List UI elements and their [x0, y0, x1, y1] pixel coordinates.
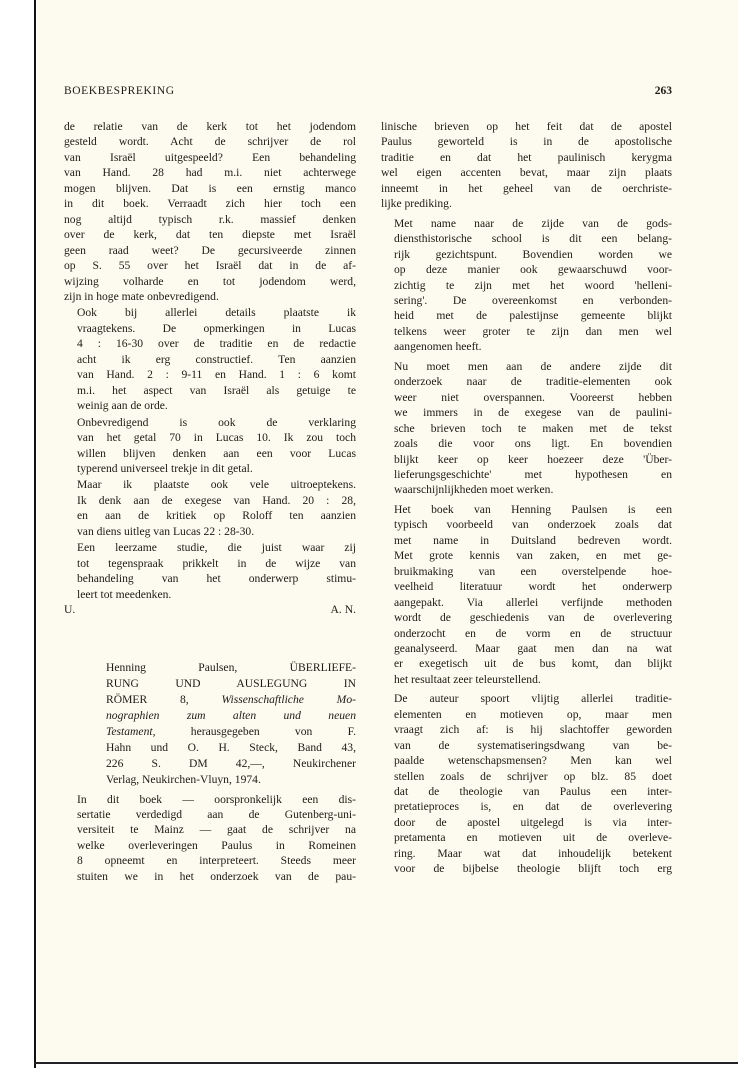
- text-line: wordt de geschiedenis van de overlevering: [394, 611, 672, 625]
- text-line: telkens weer groter te zijn dan men wel: [394, 324, 672, 338]
- text-line: nog altijd typisch r.k. massief denken: [64, 212, 356, 226]
- text-line: typisch voorbeeld van onderzoek zoals dat: [394, 518, 672, 532]
- text-line: 8 opneemt en interpreteert. Steeds meer: [77, 854, 356, 868]
- text-line: leert tot meedenken.: [77, 587, 172, 601]
- text-line: van de systematiseringsdwang van be-: [394, 738, 672, 752]
- text-line: lijke prediking.: [381, 197, 452, 211]
- biblio-text: RÖMER 8,: [106, 692, 222, 706]
- text-line: zoals die voor ons ligt. En bovendien: [394, 437, 672, 451]
- text-line: Paulus geworteld is in de apostolische: [381, 135, 672, 149]
- text-line: blijkt keer op keer hoezeer deze 'Über-: [394, 452, 672, 466]
- running-head: [64, 85, 672, 101]
- biblio-line: [106, 692, 356, 708]
- text-line: zijn in hoge mate onbevredigend.: [64, 289, 219, 303]
- left-column: [64, 119, 356, 884]
- text-line: pretamenta en motieven uit de overleve-: [394, 831, 672, 845]
- text-line: geen raad weet? De gecursiveerde zinnen: [64, 243, 356, 257]
- biblio-line: 226 S. DM 42,—, Neukirchener: [106, 756, 356, 770]
- text-line: veelheid literatuur wordt het onderwerp: [394, 580, 672, 594]
- text-line: gesteld wordt. Acht de schrijver de rol: [64, 135, 356, 149]
- text-line: dat de theologie van Paulus een inter-: [394, 785, 672, 799]
- text-line: sering'. De overeenkomst en verbonden-: [394, 293, 672, 307]
- review-conclusion: [64, 119, 356, 602]
- biblio-text: herausgegeben von F.: [155, 724, 356, 738]
- text-line: De auteur spoort vlijtig allerlei traditie-: [394, 692, 672, 706]
- text-line: Met name naar de zijde van de gods-: [394, 216, 672, 230]
- text-line: op S. 55 over het Israël dat in de af-: [64, 259, 356, 273]
- text-line: diensthistorische school is dit een belang-: [394, 232, 672, 246]
- biblio-line: Henning Paulsen, ÜBERLIEFE-: [106, 660, 356, 674]
- text-line: sche brieven toch te maken met de tekst: [394, 421, 672, 435]
- text-line: stellen zoals de schrijver op blz. 85 doet: [394, 769, 672, 783]
- text-line: Het boek van Henning Paulsen is een: [394, 502, 672, 516]
- text-line: zichtig te zijn met het woord 'helleni-: [394, 278, 672, 292]
- right-column: [381, 119, 672, 877]
- text-line: we immers in de exegese van de paulini-: [394, 406, 672, 420]
- text-line: acht ik erg constructief. Ten aanzien: [77, 352, 356, 366]
- text-line: heid met de palestijnse gemeente blijkt: [394, 309, 672, 323]
- text-line: op deze manier ook gewaarschuwd voor-: [394, 263, 672, 277]
- text-line: 4 : 16-30 over de traditie en de redactie: [77, 337, 356, 351]
- text-line: voor de bijbelse theologie blijft toch erg: [394, 862, 672, 876]
- biblio-line: Verlag, Neukirchen-Vluyn, 1974.: [106, 772, 261, 786]
- paragraph: [381, 502, 672, 687]
- paragraph: [381, 119, 672, 212]
- paragraph: [381, 216, 672, 355]
- text-line: Een leerzame studie, die juist waar zij: [77, 541, 356, 555]
- text-line: Onbevredigend is ook de verklaring: [77, 415, 356, 429]
- text-line: In dit boek — oorspronkelijk een dis-: [77, 792, 356, 806]
- text-line: onderzocht en de vorm en de structuur: [394, 626, 672, 640]
- scan-edge-left: [34, 0, 36, 1068]
- text-line: inneemt in het geheel van de oerchriste-: [381, 181, 672, 195]
- text-line: versiteit te Mainz — gaat de schrijver na: [77, 823, 356, 837]
- text-line: geanalyseerd. Maar gaat men dan na wat: [394, 641, 672, 655]
- text-line: wel eigen accenten bevat, maar zijn plaats: [381, 166, 672, 180]
- text-line: typerend universeel trekje in dit getal.: [77, 461, 253, 475]
- biblio-series-title: Wissenschaftliche Mo-: [221, 692, 356, 706]
- text-line: Ook bij allerlei details plaatste ik: [77, 306, 356, 320]
- text-line: Nu moet men aan de andere zijde dit: [394, 359, 672, 373]
- text-line: van Hand. 28 had m.i. niet achterwege: [64, 166, 356, 180]
- biblio-line: RUNG UND AUSLEGUNG IN: [106, 676, 356, 690]
- text-line: er exegetisch uit de bus komt, dan blijkt: [394, 657, 672, 671]
- text-line: rijk gezichtspunt. Bovendien worden we: [394, 247, 672, 261]
- text-line: vraagtekens. De opmerkingen in Lucas: [77, 321, 356, 335]
- book-bibliography: [106, 660, 356, 788]
- text-line: wijzing volharde en tot jodendom werd,: [64, 274, 356, 288]
- review-intro: [64, 792, 356, 885]
- text-line: pretatieproces is, en dat de overlevering: [394, 800, 672, 814]
- text-line: Met grote kennis van zaken, en met ge-: [394, 549, 672, 563]
- text-line: waarschijnlijkheden moet werken.: [394, 483, 554, 497]
- text-line: met name in Duitsland bedreven wordt.: [394, 533, 672, 547]
- text-line: het resultaat zeer teleurstellend.: [394, 672, 541, 686]
- text-line: linische brieven op het feit dat de apostel: [381, 120, 672, 133]
- text-line: onderzoek naar de traditie-elementen ook: [394, 375, 672, 389]
- text-line: welke overleveringen Paulus in Romeinen: [77, 838, 356, 852]
- text-line: in dit boek. Verraadt zich hier toch een: [64, 197, 356, 211]
- paragraph: [64, 119, 356, 304]
- text-line: van het getal 70 in Lucas 10. Ik zou toch: [77, 431, 356, 445]
- text-line: ring. Maar wat dat inhoudelijk betekent: [394, 846, 672, 860]
- text-line: aangenomen heeft.: [394, 340, 482, 354]
- text-line: mogen blijven. Dat is een ernstig manco: [64, 181, 356, 195]
- paragraph: [64, 415, 356, 477]
- review-signature: [64, 602, 356, 617]
- text-line: behandeling van het onderwerp stimu-: [77, 572, 356, 586]
- paragraph: [381, 691, 672, 876]
- biblio-series-title: nographien zum alten und neuen: [106, 708, 356, 722]
- paragraph: [64, 792, 356, 885]
- text-line: en aan de kritiek op Roloff ten aanzien: [77, 509, 356, 523]
- text-line: van Israël uitgespeeld? Een behandeling: [64, 150, 356, 164]
- paragraph: [64, 540, 356, 602]
- text-line: paalde wetenschapsmensen? Men kan wel: [394, 754, 672, 768]
- text-line: weer niet overspannen. Vooreerst hebben: [394, 390, 672, 404]
- text-line: door de apostel uitgelegd is via inter-: [394, 815, 672, 829]
- text-line: de relatie van de kerk tot het jodendom: [64, 120, 356, 133]
- scan-edge-bottom: [34, 1062, 738, 1064]
- text-line: vraagt zich af: is hij slachtoffer geworden: [394, 723, 672, 737]
- text-line: traditie en dat het paulinisch kerygma: [381, 150, 672, 164]
- text-line: lieferungsgeschichte' met hypothesen en: [394, 467, 672, 481]
- review-body: [381, 119, 672, 877]
- text-line: weinig aan de orde.: [77, 399, 168, 413]
- signature-place: U.: [64, 603, 76, 617]
- text-line: van Hand. 2 : 9-11 en Hand. 1 : 6 komt: [77, 368, 356, 382]
- text-line: bruikmaking van een overstelpende hoe-: [394, 564, 672, 578]
- signature-initials: A. N.: [330, 603, 356, 617]
- text-line: stuiten we in het onderzoek van de pau-: [77, 869, 356, 883]
- text-line: tot tegenspraak prikkelt in de wijze van: [77, 556, 356, 570]
- text-line: van diens uitleg van Lucas 22 : 28-30.: [77, 524, 255, 538]
- biblio-series-title: Testament,: [106, 724, 156, 738]
- text-line: willen blijven denken aan een voor Lucas: [77, 446, 356, 460]
- text-line: Maar ik plaatste ook vele uitroeptekens.: [77, 478, 356, 492]
- biblio-line: Hahn und O. H. Steck, Band 43,: [106, 740, 356, 754]
- paragraph: [64, 477, 356, 539]
- biblio-line: [106, 724, 356, 740]
- text-line: sertatie verdedigd aan de Gutenberg-uni-: [77, 807, 356, 821]
- text-line: Ik denk aan de exegese van Hand. 20 : 28,: [77, 493, 356, 507]
- paragraph: [64, 305, 356, 413]
- section-title: BOEKBESPREKING: [64, 85, 175, 97]
- text-line: elementen en motieven op, maar men: [394, 707, 672, 721]
- page-number: 263: [654, 85, 672, 97]
- text-line: aangepakt. Via allerlei verfijnde methoden: [394, 595, 672, 609]
- paragraph: [381, 359, 672, 498]
- text-line: m.i. het aspect van Israël als getuige te: [77, 383, 356, 397]
- text-line: over de kerk, dat ten diepste met Israël: [64, 228, 356, 242]
